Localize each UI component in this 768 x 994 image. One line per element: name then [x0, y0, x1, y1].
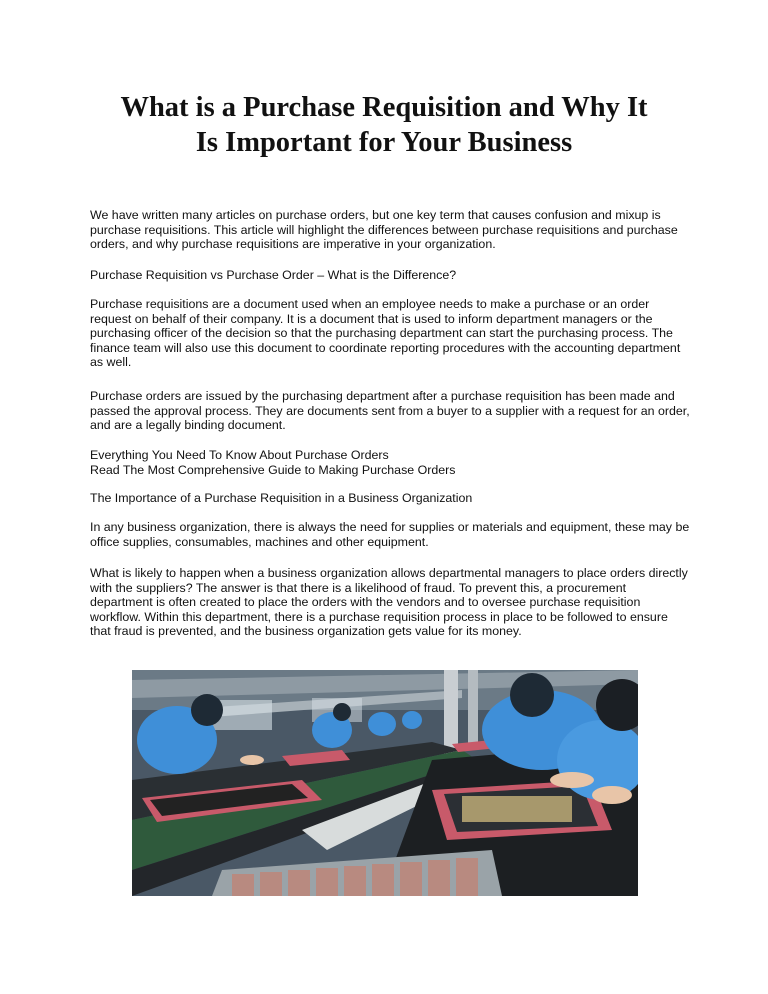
- purchase-order-paragraph: Purchase orders are issued by the purchasing department after a purchase requisition has been made and passed the approval process. They are documents sent from a buyer to a supplier with a request for an order, and are a legally binding document.: [90, 389, 690, 433]
- title-line-1: What is a Purchase Requisition and Why It: [120, 92, 648, 123]
- related-links: [90, 448, 690, 477]
- section-heading-difference: Purchase Requisition vs Purchase Order – What is the Difference?: [90, 268, 457, 282]
- supplies-paragraph: In any business organization, there is always the need for supplies or materials and equipment, these may be office supplies, consumables, machines and other equipment.: [90, 520, 690, 549]
- document-title: [60, 90, 708, 160]
- purchase-requisition-paragraph: Purchase requisitions are a document used when an employee needs to make a purchase or an order request on behalf of their company. It is a document that is used to inform department managers or the purchasing officer of the decision so that the purchasing department can start the purchasing process. The finance team will also use this document to coordinate reporting procedures with the accounting department as well.: [90, 297, 681, 370]
- link-purchase-orders-guide[interactable]: Everything You Need To Know About Purchase Orders: [90, 448, 389, 462]
- title-line-2: Is Important for Your Business: [195, 127, 573, 158]
- link-making-purchase-orders[interactable]: Read The Most Comprehensive Guide to Making Purchase Orders: [90, 462, 456, 477]
- section-heading-importance: The Importance of a Purchase Requisition in a Business Organization: [90, 491, 473, 505]
- fraud-paragraph: What is likely to happen when a business organization allows departmental managers to place orders directly with the suppliers? The answer is that there is a likelihood of fraud. To prevent this, a procurement department is often created to place the orders with the vendors and to oversee purchase requisition workflow. Within this department, there is a purchase requisition process in place to be followed to ensure that fraud is prevented, and the business organization gets value for its money.: [90, 566, 688, 639]
- factory-assembly-line-photo: [132, 670, 638, 896]
- intro-paragraph: We have written many articles on purchase orders, but one key term that causes confusion and mixup is purchase requisitions. This article will highlight the differences between purchase requisitions and purchase orders, and why purchase requisitions are imperative in your organization.: [90, 208, 678, 252]
